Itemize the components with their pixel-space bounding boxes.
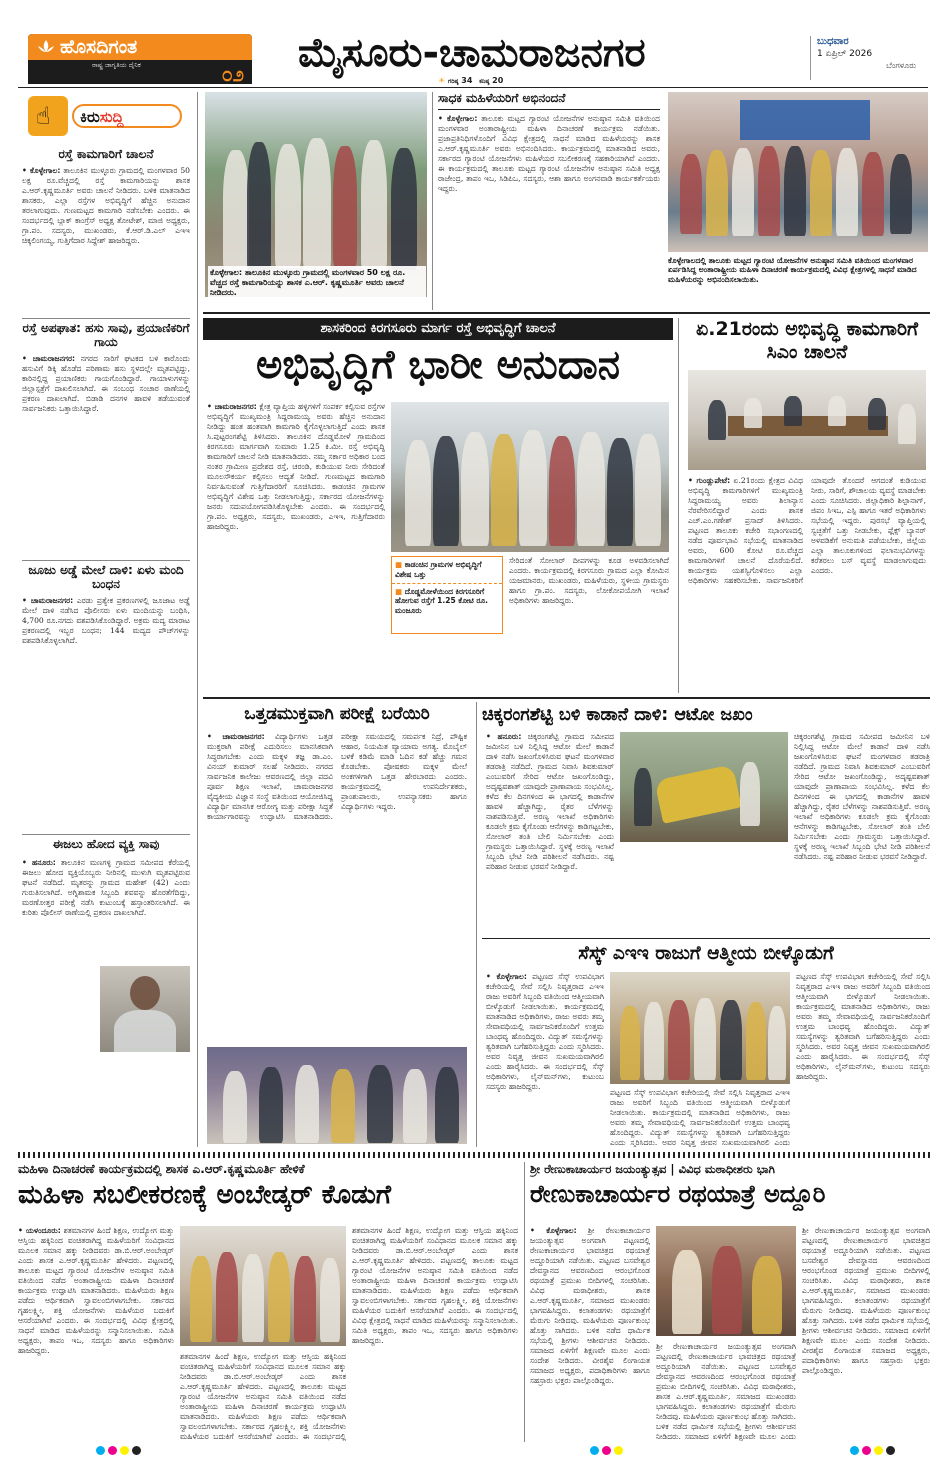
kicker: ಶ್ರೀ ರೇಣುಕಾಚಾರ್ಯರ ಜಯಂತ್ಯುತ್ಸವ | ವಿವಿಧ ಮಠಾಧೀಶರು ಭಾಗಿ (530, 1162, 775, 1176)
weekday: ಬುಧವಾರ (817, 36, 849, 47)
temp-min-label: ಕನಿಷ್ಠ (479, 78, 490, 85)
kiru-headline: ಜೂಜು ಅಡ್ಡೆ ಮೇಲೆ ದಾಳಿ: ಏಳು ಮಂದಿ ಬಂಧನ (28, 564, 184, 591)
kiru-item (22, 322, 190, 580)
kiragur-article (203, 318, 673, 693)
kiru-headline: ರಸ್ತೆ ಕಾಮಗಾರಿಗೆ ಚಾಲನೆ (58, 148, 154, 161)
mahila-headline: ಮಹಿಳಾ ಸಬಲೀಕರಣಕ್ಕೆ ಅಂಬೇಡ್ಕರ್ ಕೊಡುಗೆ (18, 1182, 392, 1210)
highlight-item: ■ ಕಾಡಂಚಿನ ಗ್ರಾಮಗಳ ಅಭಿವೃದ್ಧಿಗೆ ವಿಶೇಷ ಒತ್ತು (392, 557, 502, 584)
elephant-body: ಚಿಕ್ಕರಂಗಶೆಟ್ಟಿ ಗ್ರಾಮದ ಸಮೀಪದ ಜಮೀನಿನ ಬಳಿ ನಿಲ್ಲಿಸಿದ್ದ ಆಟೋ ಮೇಲೆ ಕಾಡಾನೆ ದಾಳಿ ನಡೆಸಿ ಜಖಂಗೊಳಿಸಿರುವ ಘಟನೆ ಮಂಗಳವಾರ ತಡರಾತ್ರಿ ನಡೆದಿದೆ. ಗ್ರಾಮದ ನಿವಾಸಿ ಶಿವಕುಮಾರ್ ಎಂಬುವರಿಗೆ ಸೇರಿದ ಆಟೋ ಜಖಂಗೊಂಡಿದ್ದು, ಅದೃಷ್ಟವಶಾತ್ ಯಾವುದೇ ಪ್ರಾಣಾಪಾಯ ಸಂಭವಿಸಿಲ್ಲ. ಕಳೆದ ಕೆಲ ದಿನಗಳಿಂದ ಈ ಭಾಗದಲ್ಲಿ ಕಾಡಾನೆಗಳ ಹಾವಳಿ ಹೆಚ್ಚಾಗಿದ್ದು, ರೈತರ ಬೆಳೆಗಳನ್ನು ನಾಶಪಡಿಸುತ್ತಿವೆ. ಅರಣ್ಯ ಇಲಾಖೆ ಅಧಿಕಾರಿಗಳು ಕೂಡಲೇ ಕ್ರಮ ಕೈಗೊಂಡು ಆನೆಗಳನ್ನು ಕಾಡಿಗಟ್ಟಬೇಕು, ಸೋಲಾರ್ ತಂತಿ ಬೇಲಿ ನಿರ್ಮಿಸಬೇಕು ಎಂದು ಗ್ರಾಮಸ್ಥರು ಒತ್ತಾಯಿಸಿದ್ದಾರೆ. ಸ್ಥಳಕ್ಕೆ ಅರಣ್ಯ ಇಲಾಖೆ ಸಿಬ್ಬಂದಿ ಭೇಟಿ ನೀಡಿ ಪರಿಶೀಲನೆ ನಡೆಸಿದರು. ನಷ್ಟ ಪರಿಹಾರ ನೀಡುವ ಭರವಸೆ ನೀಡಿದ್ದಾರೆ. (486, 732, 614, 872)
kiru-body: ತಾಲೂಕಿನ ಮಣಗಳ್ಳಿ ಗ್ರಾಮದ ಸಮೀಪದ ಕೆರೆಯಲ್ಲಿ ಈಜಲು ಹೋದ ವ್ಯಕ್ತಿಯೊಬ್ಬರು ನೀರಿನಲ್ಲಿ ಮುಳುಗಿ ಮೃತಪಟ್ಟಿರುವ ಘಟನೆ ನಡೆದಿದೆ. ಮೃತರನ್ನು ಗ್ರಾಮದ ಮಹೇಶ್ (42) ಎಂದು ಗುರುತಿಸಲಾಗಿದೆ. ಅಗ್ನಿಶಾಮಕ ಸಿಬ್ಬಂದಿ ಶವವನ್ನು ಹೊರತೆಗೆದಿದ್ದು, ಮರಣೋತ್ತರ ಪರೀಕ್ಷೆ ನಡೆಸಿ ಕುಟುಂಬಕ್ಕೆ ಹಸ್ತಾಂತರಿಸಲಾಗಿದೆ. ಈ ಕುರಿತು ಪೊಲೀಸ್ ಠಾಣೆಯಲ್ಲಿ ಪ್ರಕರಣ ದಾಖಲಾಗಿದೆ. (22, 858, 190, 918)
cesc-body: ಪಟ್ಟಣದ ಸೆಸ್ಕ್ ಉಪವಿಭಾಗ ಕಚೇರಿಯಲ್ಲಿ ಸೇವೆ ಸಲ್ಲಿಸಿ ನಿವೃತ್ತರಾದ ಎಇಇ ರಾಜು ಅವರಿಗೆ ಸಿಬ್ಬಂದಿ ವತಿಯಿಂದ ಆತ್ಮೀಯವಾಗಿ ಬೀಳ್ಕೊಡುಗೆ ನೀಡಲಾಯಿತು. ಕಾರ್ಯಕ್ರಮದಲ್ಲಿ ಮಾತನಾಡಿದ ಅಧಿಕಾರಿಗಳು, ರಾಜು ಅವರು ತಮ್ಮ ಸೇವಾವಧಿಯಲ್ಲಿ ಸಾರ್ವಜನಿಕರೊಂದಿಗೆ ಉತ್ತಮ ಬಾಂಧವ್ಯ ಹೊಂದಿದ್ದರು. ವಿದ್ಯುತ್ ಸಮಸ್ಯೆಗಳನ್ನು ತ್ವರಿತವಾಗಿ ಬಗೆಹರಿಸುತ್ತಿದ್ದರು ಎಂದು ಸ್ಮರಿಸಿದರು. ಅವರ ನಿವೃತ್ತ ಜೀವನ ಸುಖಮಯವಾಗಿರಲಿ ಎಂದು ಹಾರೈಸಿದರು. ಈ ಸಂದರ್ಭದಲ್ಲಿ ಸೆಸ್ಕ್ ಅಧಿಕಾರಿಗಳು, ಲೈನ್‌ಮನ್‌ಗಳು, ಕುಟುಂಬ ಸದಸ್ಯರು ಹಾಜರಿದ್ದರು. (486, 972, 604, 1092)
bullet-icon: ■ (395, 586, 403, 596)
kiru-headline: ರಸ್ತೆ ಅಪಘಾತ: ಹಸು ಸಾವು, ಪ್ರಯಾಣಿಕರಿಗೆ ಗಾಯ (22, 322, 190, 349)
cm-body: ಏ.21ರಂದು ಕ್ಷೇತ್ರದ ವಿವಿಧ ಅಭಿವೃದ್ಧಿ ಕಾಮಗಾರಿಗಳಿಗೆ ಮುಖ್ಯಮಂತ್ರಿ ಸಿದ್ದರಾಮಯ್ಯ ಅವರು ಶಿಲಾನ್ಯಾಸ ನೆರವೇರಿಸಲಿದ್ದಾರೆ ಎಂದು ಶಾಸಕ ಎಚ್.ಎಂ.ಗಣೇಶ್ ಪ್ರಸಾದ್ ತಿಳಿಸಿದರು. ಪಟ್ಟಣದ ತಾಲೂಕು ಕಚೇರಿ ಸಭಾಂಗಣದಲ್ಲಿ ನಡೆದ ಪೂರ್ವಭಾವಿ ಸಭೆಯಲ್ಲಿ ಮಾತನಾಡಿದ ಅವರು, 600 ಕೋಟಿ ರೂ.ವೆಚ್ಚದ ಕಾಮಗಾರಿಗಳಿಗೆ ಚಾಲನೆ ದೊರೆಯಲಿದೆ. ಕಾರ್ಯಕ್ರಮ ಯಶಸ್ವಿಗೊಳಿಸಲು ಎಲ್ಲಾ ಅಧಿಕಾರಿಗಳು ಸಹಕರಿಸಬೇಕು. ಸಾರ್ವಜನಿಕರಿಗೆ ಯಾವುದೇ ತೊಂದರೆ ಆಗದಂತೆ ಕುಡಿಯುವ ನೀರು, ಸಾರಿಗೆ, ಶೌಚಾಲಯ ವ್ಯವಸ್ಥೆ ಮಾಡಬೇಕು ಎಂದು ಸೂಚಿಸಿದರು. ಜಿಲ್ಲಾಧಿಕಾರಿ ಶಿಲ್ಪಾನಾಗ್, ಜಿಪಂ ಸಿಇಒ, ಎಸ್ಪಿ ಹಾಗೂ ಇತರೆ ಅಧಿಕಾರಿಗಳು ಸಭೆಯಲ್ಲಿ ಇದ್ದರು. ಪುರಸಭೆ ವ್ಯಾಪ್ತಿಯಲ್ಲಿ ಸ್ವಚ್ಛತೆಗೆ ಒತ್ತು ನೀಡಬೇಕು, ಫ್ಲೆಕ್ಸ್ ಬ್ಯಾನರ್ ಅಳವಡಿಕೆಗೆ ಅನುಮತಿ ಪಡೆಯಬೇಕು, ಜಿಲ್ಲೆಯ ಎಲ್ಲಾ ತಾಲೂಕುಗಳಿಂದ ಫಲಾನುಭವಿಗಳನ್ನು ಕರೆತರಲು ಬಸ್ ವ್ಯವಸ್ಥೆ ಮಾಡಲಾಗುವುದು ಎಂದರು. (688, 476, 926, 586)
dateline: • ಚಾಮರಾಜನಗರ: (207, 402, 257, 411)
dateline: • ಗುಂಡ್ಲುಪೇಟೆ: (688, 476, 731, 485)
kiru-item (22, 148, 190, 330)
masthead (0, 0, 945, 88)
kiragur-photo (391, 402, 669, 552)
temp-min: 20 (492, 76, 504, 85)
mahila-body: ಶತಮಾನಗಳ ಹಿಂದೆ ಶಿಕ್ಷಣ, ಉದ್ಯೋಗ ಮತ್ತು ಆಸ್ತಿಯ ಹಕ್ಕಿನಿಂದ ವಂಚಿತರಾಗಿದ್ದ ಮಹಿಳೆಯರಿಗೆ ಸಂವಿಧಾನದ ಮೂಲಕ ಸಮಾನ ಹಕ್ಕು ನೀಡಿದವರು ಡಾ.ಬಿ.ಆರ್.ಅಂಬೇಡ್ಕರ್ ಎಂದು ಶಾಸಕ ಎ.ಆರ್.ಕೃಷ್ಣಮೂರ್ತಿ ಹೇಳಿದರು. ಪಟ್ಟಣದಲ್ಲಿ ತಾಲೂಕು ಮಟ್ಟದ ಗ್ಯಾರಂಟಿ ಯೋಜನೆಗಳ ಅನುಷ್ಠಾನ ಸಮಿತಿ ವತಿಯಿಂದ ನಡೆದ ಅಂತಾರಾಷ್ಟ್ರೀಯ ಮಹಿಳಾ ದಿನಾಚರಣೆ ಕಾರ್ಯಕ್ರಮ ಉದ್ಘಾಟಿಸಿ ಮಾತನಾಡಿದರು. ಮಹಿಳೆಯರು ಶಿಕ್ಷಣ ಪಡೆದು ಆರ್ಥಿಕವಾಗಿ ಸ್ವಾವಲಂಬಿಗಳಾಗಬೇಕು. ಸರ್ಕಾರದ ಗೃಹಲಕ್ಷ್ಮೀ, ಶಕ್ತಿ ಯೋಜನೆಗಳು ಮಹಿಳೆಯರ ಬದುಕಿಗೆ ಆಸರೆಯಾಗಿವೆ ಎಂದರು. ಈ ಸಂದರ್ಭದಲ್ಲಿ ವಿವಿಧ ಕ್ಷೇತ್ರದಲ್ಲಿ ಸಾಧನೆ ಮಾಡಿದ ಮಹಿಳೆಯರನ್ನು ಸನ್ಮಾನಿಸಲಾಯಿತು. ಸಮಿತಿ ಅಧ್ಯಕ್ಷರು, ತಾಪಂ ಇಒ, ಸದಸ್ಯರು ಹಾಗೂ ಅಧಿಕಾರಿಗಳು ಹಾಜರಿದ್ದರು. (18, 1226, 174, 1356)
damaged-auto-photo (620, 732, 788, 842)
kiru-body: ತಾಲೂಕಿನ ಮುಳ್ಳೂರು ಗ್ರಾಮದಲ್ಲಿ ಮಂಗಳವಾರ 50 ಲಕ್ಷ ರೂ.ವೆಚ್ಚದಲ್ಲಿ ರಸ್ತೆ ಕಾಮಗಾರಿಯನ್ನು ಶಾಸಕ ಎ.ಆರ್.ಕೃಷ್ಣಮೂರ್ತಿ ಅವರು ಚಾಲನೆ ನೀಡಿದರು. ಬಳಿಕ ಮಾತನಾಡಿದ ಶಾಸಕರು, ಎಲ್ಲಾ ರಸ್ತೆಗಳ ಅಭಿವೃದ್ಧಿಗೆ ಹೆಚ್ಚಿನ ಅನುದಾನ ತರಲಾಗುವುದು. ಗುಣಮಟ್ಟದ ಕಾಮಗಾರಿ ನಡೆಸಬೇಕು ಎಂದರು. ಈ ಸಂದರ್ಭದಲ್ಲಿ ಬ್ಲಾಕ್ ಕಾಂಗ್ರೆಸ್ ಅಧ್ಯಕ್ಷ ತೋಟೇಶ್, ಮಾಜಿ ಅಧ್ಯಕ್ಷರು, ಗ್ರಾ.ಪಂ. ಸದಸ್ಯರು, ಮುಖಂಡರು, ಕೆ.ಆರ್.ಡಿ.ಎಲ್ ಎಇಇ ಚಿಕ್ಕಲಿಂಗಯ್ಯ, ಗುತ್ತಿಗೆದಾರ ಸಿದ್ದೇಶ್ ಹಾಜರಿದ್ದರು. (22, 165, 190, 245)
dateline: • ಚಾಮರಾಜನಗರ: (207, 732, 265, 741)
renuka-body-cont: ಶ್ರೀ ರೇಣುಕಾಚಾರ್ಯರ ಜಯಂತ್ಯುತ್ಸವ ಅಂಗವಾಗಿ ಪಟ್ಟಣದಲ್ಲಿ ರೇಣುಕಾಚಾರ್ಯರ ಭಾವಚಿತ್ರದ ರಥಯಾತ್ರೆ ಅದ್ದೂರಿಯಾಗಿ ನಡೆಯಿತು. ಪಟ್ಟಣದ ಬಸವೇಶ್ವರ ದೇವಸ್ಥಾನದ ಆವರಣದಿಂದ ಆರಂಭಗೊಂಡ ರಥಯಾತ್ರೆ ಪ್ರಮುಖ ಬೀದಿಗಳಲ್ಲಿ ಸಂಚರಿಸಿತು. ವಿವಿಧ ಮಠಾಧೀಶರು, ಶಾಸಕ ಎ.ಆರ್.ಕೃಷ್ಣಮೂರ್ತಿ, ಸಮಾಜದ ಮುಖಂಡರು ಭಾಗವಹಿಸಿದ್ದರು. ಕಲಾತಂಡಗಳು ರಥಯಾತ್ರೆಗೆ ಮೆರುಗು ನೀಡಿದವು. ಮಹಿಳೆಯರು ಪೂರ್ಣಕುಂಭ ಹೊತ್ತು ಸಾಗಿದರು. ಬಳಿಕ ನಡೆದ ಧಾರ್ಮಿಕ ಸಭೆಯಲ್ಲಿ ಶ್ರೀಗಳು ಆಶೀರ್ವಚನ ನೀಡಿದರು. ಸಮಾಜದ ಏಳಿಗೆಗೆ ಶಿಕ್ಷಣವೇ ಮೂಲ ಎಂದು (656, 1342, 796, 1442)
date: 1 ಏಪ್ರಿಲ್ 2026 (817, 49, 873, 59)
elephant-headline: ಚಿಕ್ಕರಂಗಶೆಟ್ಟಿ ಬಳಿ ಕಾಡಾನೆ ದಾಳಿ: ಆಟೋ ಜಖಂ (482, 705, 753, 725)
kiru-body: ನಗರದ ಸಾರಿಗೆ ಘಟಕದ ಬಳಿ ಕಾರೊಂದು ಹಸುವಿಗೆ ಡಿಕ್ಕಿ ಹೊಡೆದ ಪರಿಣಾಮ ಹಸು ಸ್ಥಳದಲ್ಲೇ ಮೃತಪಟ್ಟಿದ್ದು, ಕಾರಿನಲ್ಲಿದ್ದ ಪ್ರಯಾಣಿಕರು ಗಾಯಗೊಂಡಿದ್ದಾರೆ. ಗಾಯಾಳುಗಳನ್ನು ಜಿಲ್ಲಾಸ್ಪತ್ರೆಗೆ ದಾಖಲಿಸಲಾಗಿದೆ. ಈ ಸಂಬಂಧ ಸಂಚಾರ ಠಾಣೆಯಲ್ಲಿ ಪ್ರಕರಣ ದಾಖಲಾಗಿದೆ. ಬಿಡಾಡಿ ದನಗಳ ಹಾವಳಿ ತಡೆಯುವಂತೆ ಸಾರ್ವಜನಿಕರು ಒತ್ತಾಯಿಸಿದ್ದಾರೆ. (22, 353, 190, 413)
exam-article (203, 702, 471, 1147)
exam-headline: ಒತ್ತಡಮುಕ್ತವಾಗಿ ಪರೀಕ್ಷೆ ಬರೆಯಿರಿ (244, 704, 430, 724)
exam-body: ವಿದ್ಯಾರ್ಥಿಗಳು ಒತ್ತಡ ಮುಕ್ತರಾಗಿ ಪರೀಕ್ಷೆ ಎದುರಿಸಲು ಮಾನಸಿಕವಾಗಿ ಸಿದ್ಧರಾಗಬೇಕು ಎಂದು ಮಕ್ಕಳ ತಜ್ಞ ಡಾ.ಎಂ. ವಿನಯ್ ಕುಮಾರ್ ಸಲಹೆ ನೀಡಿದರು. ನಗರದ ಸಾರ್ವಜನಿಕ ಕಾಲೇಜು ಆವರಣದಲ್ಲಿ ಜಿಲ್ಲಾ ಪದವಿ ಪೂರ್ವ ಶಿಕ್ಷಣ ಇಲಾಖೆ, ಚಾಮರಾಜನಗರ ವೈದ್ಯಕೀಯ ವಿಜ್ಞಾನ ಸಂಸ್ಥೆ ವತಿಯಿಂದ ಆಯೋಜಿಸಿದ್ದ ವಿದ್ಯಾರ್ಥಿ ಮಾನಸಿಕ ಆರೋಗ್ಯ ಮತ್ತು ಪರೀಕ್ಷಾ ಸಿದ್ಧತೆ ಕಾರ್ಯಾಗಾರವನ್ನು ಉದ್ಘಾಟಿಸಿ ಮಾತನಾಡಿದರು. ಪರೀಕ್ಷಾ ಸಮಯದಲ್ಲಿ ಸಮರ್ಪಕ ನಿದ್ರೆ, ಪೌಷ್ಟಿಕ ಆಹಾರ, ನಿಯಮಿತ ವ್ಯಾಯಾಮ ಅಗತ್ಯ. ಮೊಬೈಲ್ ಬಳಕೆ ಕಡಿಮೆ ಮಾಡಿ ಓದಿನ ಕಡೆ ಹೆಚ್ಚು ಗಮನ ಕೊಡಬೇಕು. ಪೋಷಕರು ಮಕ್ಕಳ ಮೇಲೆ ಅಂಕಗಳಿಗಾಗಿ ಒತ್ತಡ ಹೇರಬಾರದು ಎಂದರು. ಕಾರ್ಯಕ್ರಮದಲ್ಲಿ ಉಪನಿರ್ದೇಶಕರು, ಪ್ರಾಂಶುಪಾಲರು, ಉಪನ್ಯಾಸಕರು ಹಾಗೂ ವಿದ್ಯಾರ್ಥಿಗಳು ಇದ್ದರು. (207, 732, 467, 822)
dateline: • ಕೊಳ್ಳೇಗಾಲ: (530, 1226, 577, 1235)
kiru-body: ಎರಡು ಪ್ರತ್ಯೇಕ ಪ್ರಕರಣಗಳಲ್ಲಿ ಜೂಜಾಟ ಅಡ್ಡೆ ಮೇಲೆ ದಾಳಿ ನಡೆಸಿದ ಪೊಲೀಸರು ಏಳು ಮಂದಿಯನ್ನು ಬಂಧಿಸಿ, 4,700 ರೂ.ನಗದು ವಶಪಡಿಸಿಕೊಂಡಿದ್ದಾರೆ. ಅಕ್ರಮ ಮದ್ಯ ಮಾರಾಟ ಪ್ರಕರಣದಲ್ಲಿ ಇಬ್ಬರ ಬಂಧನ; 144 ಮದ್ಯದ ಪೌಚ್‌ಗಳನ್ನು ವಶಪಡಿಸಿಕೊಳ್ಳಲಾಗಿದೆ. (22, 595, 190, 645)
dateline: • ಚಾಮರಾಜನಗರ: (22, 353, 76, 363)
sadhaka-body: ತಾಲೂಕು ಮಟ್ಟದ ಗ್ಯಾರಂಟಿ ಯೋಜನೆಗಳ ಅನುಷ್ಠಾನ ಸಮಿತಿ ವತಿಯಿಂದ ಮಂಗಳವಾರ ಅಂತಾರಾಷ್ಟ್ರೀಯ ಮಹಿಳಾ ದಿನಾಚರಣೆ ಕಾರ್ಯಕ್ರಮ ನಡೆಯಿತು. ಪ್ರಜಾಪ್ರತಿನಿಧಿಗಳೊಂದಿಗೆ ವಿವಿಧ ಕ್ಷೇತ್ರದಲ್ಲಿ ಸಾಧನೆ ಮಾಡಿದ ಮಹಿಳೆಯರನ್ನು ಶಾಸಕ ಎ.ಆರ್.ಕೃಷ್ಣಮೂರ್ತಿ ಅವರು ಅಭಿನಂದಿಸಿದರು. ಕಾರ್ಯಕ್ರಮದಲ್ಲಿ ಮಾತನಾಡಿದ ಅವರು, ಸರ್ಕಾರದ ಗ್ಯಾರಂಟಿ ಯೋಜನೆಗಳು ಮಹಿಳೆಯರ ಸಬಲೀಕರಣಕ್ಕೆ ಸಹಕಾರಿಯಾಗಿವೆ ಎಂದರು. ಈ ಕಾರ್ಯಕ್ರಮದಲ್ಲಿ ತಾಲೂಕು ಮಟ್ಟದ ಗ್ಯಾರಂಟಿ ಯೋಜನೆಗಳ ಅನುಷ್ಠಾನ ಸಮಿತಿ ಅಧ್ಯಕ್ಷ ರಾಜೇಂದ್ರ, ತಾಪಂ ಇಒ, ಸಿಡಿಪಿಒ, ಸದಸ್ಯರು, ಆಶಾ ಹಾಗೂ ಅಂಗನವಾಡಿ ಕಾರ್ಯಕರ್ತೆಯರು ಇದ್ದರು. (438, 114, 660, 194)
mahila-body-cont2: ಶತಮಾನಗಳ ಹಿಂದೆ ಶಿಕ್ಷಣ, ಉದ್ಯೋಗ ಮತ್ತು ಆಸ್ತಿಯ ಹಕ್ಕಿನಿಂದ ವಂಚಿತರಾಗಿದ್ದ ಮಹಿಳೆಯರಿಗೆ ಸಂವಿಧಾನದ ಮೂಲಕ ಸಮಾನ ಹಕ್ಕು ನೀಡಿದವರು ಡಾ.ಬಿ.ಆರ್.ಅಂಬೇಡ್ಕರ್ ಎಂದು ಶಾಸಕ ಎ.ಆರ್.ಕೃಷ್ಣಮೂರ್ತಿ ಹೇಳಿದರು. ಪಟ್ಟಣದಲ್ಲಿ ತಾಲೂಕು ಮಟ್ಟದ ಗ್ಯಾರಂಟಿ ಯೋಜನೆಗಳ ಅನುಷ್ಠಾನ ಸಮಿತಿ ವತಿಯಿಂದ ನಡೆದ ಅಂತಾರಾಷ್ಟ್ರೀಯ ಮಹಿಳಾ ದಿನಾಚರಣೆ ಕಾರ್ಯಕ್ರಮ ಉದ್ಘಾಟಿಸಿ ಮಾತನಾಡಿದರು. ಮಹಿಳೆಯರು ಶಿಕ್ಷಣ ಪಡೆದು ಆರ್ಥಿಕವಾಗಿ ಸ್ವಾವಲಂಬಿಗಳಾಗಬೇಕು. ಸರ್ಕಾರದ ಗೃಹಲಕ್ಷ್ಮೀ, ಶಕ್ತಿ ಯೋಜನೆಗಳು ಮಹಿಳೆಯರ ಬದುಕಿಗೆ ಆಸರೆಯಾಗಿವೆ ಎಂದರು. ಈ ಸಂದರ್ಭದಲ್ಲಿ ವಿವಿಧ ಕ್ಷೇತ್ರದಲ್ಲಿ ಸಾಧನೆ ಮಾಡಿದ ಮಹಿಳೆಯರನ್ನು ಸನ್ಮಾನಿಸಲಾಯಿತು. ಸಮಿತಿ ಅಧ್ಯಕ್ಷರು, ತಾಪಂ ಇಒ, ಸದಸ್ಯರು ಹಾಗೂ ಅಧಿಕಾರಿಗಳು ಹಾಜರಿದ್ದರು. (352, 1226, 518, 1346)
cesc-headline: ಸೆಸ್ಕ್ ಎಇಇ ರಾಜುಗೆ ಆತ್ಮೀಯ ಬೀಳ್ಕೊಡುಗೆ (578, 943, 834, 964)
dateline: • ಹನೂರು: (486, 732, 522, 741)
date-block (810, 36, 922, 80)
dateline: • ಕೊಳ್ಳೇಗಾಲ: (22, 165, 61, 175)
logo-block (28, 34, 252, 84)
cesc-article (482, 942, 930, 1147)
kiru-headline: ಈಜಲು ಹೋದ ವ್ಯಕ್ತಿ ಸಾವು (52, 838, 160, 851)
elephant-article (482, 702, 930, 934)
procession-photo (656, 1226, 796, 1336)
workshop-photo (207, 1047, 467, 1144)
page-number: ೦೨ (221, 62, 244, 84)
dateline: • ಕೊಳ್ಳೇಗಾಲ: (486, 972, 527, 981)
kiragur-body-cont: ಸೇರಿದಂತೆ ಸೋಲಾರ್ ದೀಪಗಳನ್ನು ಕೂಡ ಅಳವಡಿಸಲಾಗಿದೆ ಎಂದರು. ಕಾರ್ಯಕ್ರಮದಲ್ಲಿ ಕಿರಗಸೂರು ಗ್ರಾಮದ ಎಲ್ಲಾ ಕೋಮಿನ ಯಜಮಾನರು, ಮುಖಂಡರು, ಮಹಿಳೆಯರು, ಸ್ಥಳೀಯ ಗ್ರಾಮಸ್ಥರು ಹಾಗೂ ಗ್ರಾ.ಪಂ. ಸದಸ್ಯರು, ಲೋಕೋಪಯೋಗಿ ಇಲಾಖೆ ಅಧಿಕಾರಿಗಳು ಹಾಜರಿದ್ದರು. (509, 556, 669, 606)
logo-name[interactable]: ಹೊಸದಿಗಂತ (60, 36, 138, 58)
kiru-label: ಕಿರು (80, 108, 100, 126)
renuka-article (530, 1162, 930, 1442)
felicitation-photo (180, 1226, 346, 1346)
elephant-body-cont: ಚಿಕ್ಕರಂಗಶೆಟ್ಟಿ ಗ್ರಾಮದ ಸಮೀಪದ ಜಮೀನಿನ ಬಳಿ ನಿಲ್ಲಿಸಿದ್ದ ಆಟೋ ಮೇಲೆ ಕಾಡಾನೆ ದಾಳಿ ನಡೆಸಿ ಜಖಂಗೊಳಿಸಿರುವ ಘಟನೆ ಮಂಗಳವಾರ ತಡರಾತ್ರಿ ನಡೆದಿದೆ. ಗ್ರಾಮದ ನಿವಾಸಿ ಶಿವಕುಮಾರ್ ಎಂಬುವರಿಗೆ ಸೇರಿದ ಆಟೋ ಜಖಂಗೊಂಡಿದ್ದು, ಅದೃಷ್ಟವಶಾತ್ ಯಾವುದೇ ಪ್ರಾಣಾಪಾಯ ಸಂಭವಿಸಿಲ್ಲ. ಕಳೆದ ಕೆಲ ದಿನಗಳಿಂದ ಈ ಭಾಗದಲ್ಲಿ ಕಾಡಾನೆಗಳ ಹಾವಳಿ ಹೆಚ್ಚಾಗಿದ್ದು, ರೈತರ ಬೆಳೆಗಳನ್ನು ನಾಶಪಡಿಸುತ್ತಿವೆ. ಅರಣ್ಯ ಇಲಾಖೆ ಅಧಿಕಾರಿಗಳು ಕೂಡಲೇ ಕ್ರಮ ಕೈಗೊಂಡು ಆನೆಗಳನ್ನು ಕಾಡಿಗಟ್ಟಬೇಕು, ಸೋಲಾರ್ ತಂತಿ ಬೇಲಿ ನಿರ್ಮಿಸಬೇಕು ಎಂದು ಗ್ರಾಮಸ್ಥರು ಒತ್ತಾಯಿಸಿದ್ದಾರೆ. ಸ್ಥಳಕ್ಕೆ ಅರಣ್ಯ ಇಲಾಖೆ ಸಿಬ್ಬಂದಿ ಭೇಟಿ ನೀಡಿ ಪರಿಶೀಲನೆ ನಡೆಸಿದರು. ನಷ್ಟ ಪರಿಹಾರ ನೀಡುವ ಭರವಸೆ ನೀಡಿದ್ದಾರೆ. (794, 732, 930, 862)
logo-tagline: ರಾಷ್ಟ್ರ ಜಾಗೃತಿಯ ದೈನಿಕ (92, 61, 141, 69)
temp-max-label: ಗರಿಷ್ಠ (447, 78, 459, 85)
dateline: • ಹನೂರು: (22, 858, 56, 867)
photo-caption: ಕೊಳ್ಳೇಗಾಲದಲ್ಲಿ ತಾಲೂಕು ಮಟ್ಟದ ಗ್ಯಾರಂಟಿ ಯೋಜನೆಗಳ ಅನುಷ್ಠಾನ ಸಮಿತಿ ವತಿಯಿಂದ ಮಂಗಳವಾರ ಏರ್ಪಡಿಸಿದ್ದ ಅಂತಾರಾಷ್ಟ್ರೀಯ ಮಹಿಳಾ ದಿನಾಚರಣೆ ಕಾರ್ಯಕ್ರಮದಲ್ಲಿ ವಿವಿಧ ಕ್ಷೇತ್ರಗಳಲ್ಲಿ ಸಾಧನೆ ಮಾಡಿದ ಮಹಿಳೆಯರನ್ನು ಅಭಿನಂದಿಸಲಾಯಿತು. (668, 254, 928, 310)
cm-headline: ಏ.21ರಂದು ಅಭಿವೃದ್ಧಿ ಕಾಮಗಾರಿಗೆ ಸಿಎಂ ಚಾಲನೆ (695, 318, 919, 363)
dateline: • ಕೊಳ್ಳೇಗಾಲ: (438, 114, 478, 123)
women-day-photo (668, 92, 928, 252)
renuka-body-cont2: ಶ್ರೀ ರೇಣುಕಾಚಾರ್ಯರ ಜಯಂತ್ಯುತ್ಸವ ಅಂಗವಾಗಿ ಪಟ್ಟಣದಲ್ಲಿ ರೇಣುಕಾಚಾರ್ಯರ ಭಾವಚಿತ್ರದ ರಥಯಾತ್ರೆ ಅದ್ದೂರಿಯಾಗಿ ನಡೆಯಿತು. ಪಟ್ಟಣದ ಬಸವೇಶ್ವರ ದೇವಸ್ಥಾನದ ಆವರಣದಿಂದ ಆರಂಭಗೊಂಡ ರಥಯಾತ್ರೆ ಪ್ರಮುಖ ಬೀದಿಗಳಲ್ಲಿ ಸಂಚರಿಸಿತು. ವಿವಿಧ ಮಠಾಧೀಶರು, ಶಾಸಕ ಎ.ಆರ್.ಕೃಷ್ಣಮೂರ್ತಿ, ಸಮಾಜದ ಮುಖಂಡರು ಭಾಗವಹಿಸಿದ್ದರು. ಕಲಾತಂಡಗಳು ರಥಯಾತ್ರೆಗೆ ಮೆರುಗು ನೀಡಿದವು. ಮಹಿಳೆಯರು ಪೂರ್ಣಕುಂಭ ಹೊತ್ತು ಸಾಗಿದರು. ಬಳಿಕ ನಡೆದ ಧಾರ್ಮಿಕ ಸಭೆಯಲ್ಲಿ ಶ್ರೀಗಳು ಆಶೀರ್ವಚನ ನೀಡಿದರು. ಸಮಾಜದ ಏಳಿಗೆಗೆ ಶಿಕ್ಷಣವೇ ಮೂಲ ಎಂದು ಸಂದೇಶ ನೀಡಿದರು. ವೀರಶೈವ ಲಿಂಗಾಯತ ಸಮಾಜದ ಅಧ್ಯಕ್ಷರು, ಪದಾಧಿಕಾರಿಗಳು ಹಾಗೂ ಸಹಸ್ರಾರು ಭಕ್ತರು ಪಾಲ್ಗೊಂಡಿದ್ದರು. (802, 1226, 930, 1376)
mahila-article (18, 1162, 518, 1442)
kiru-suddi-banner (28, 96, 188, 136)
sun-icon: ☀ (438, 76, 446, 85)
kicker: ಶಾಸಕರಿಂದ ಕಿರಗಸೂರು ಮಾರ್ಗ ರಸ್ತೆ ಅಭಿವೃದ್ಧಿಗೆ ಚಾಲನೆ (203, 318, 673, 340)
section-title: ಮೈಸೂರು-ಚಾಮರಾಜನಗರ (298, 30, 646, 76)
lotus-icon (36, 38, 56, 56)
dateline: • ಚಾಮರಾಜನಗರ: (22, 595, 74, 605)
separator-stripe (18, 1152, 930, 1158)
cesc-body-cont2: ಪಟ್ಟಣದ ಸೆಸ್ಕ್ ಉಪವಿಭಾಗ ಕಚೇರಿಯಲ್ಲಿ ಸೇವೆ ಸಲ್ಲಿಸಿ ನಿವೃತ್ತರಾದ ಎಇಇ ರಾಜು ಅವರಿಗೆ ಸಿಬ್ಬಂದಿ ವತಿಯಿಂದ ಆತ್ಮೀಯವಾಗಿ ಬೀಳ್ಕೊಡುಗೆ ನೀಡಲಾಯಿತು. ಕಾರ್ಯಕ್ರಮದಲ್ಲಿ ಮಾತನಾಡಿದ ಅಧಿಕಾರಿಗಳು, ರಾಜು ಅವರು ತಮ್ಮ ಸೇವಾವಧಿಯಲ್ಲಿ ಸಾರ್ವಜನಿಕರೊಂದಿಗೆ ಉತ್ತಮ ಬಾಂಧವ್ಯ ಹೊಂದಿದ್ದರು. ವಿದ್ಯುತ್ ಸಮಸ್ಯೆಗಳನ್ನು ತ್ವರಿತವಾಗಿ ಬಗೆಹರಿಸುತ್ತಿದ್ದರು ಎಂದು ಸ್ಮರಿಸಿದರು. ಅವರ ನಿವೃತ್ತ ಜೀವನ ಸುಖಮಯವಾಗಿರಲಿ ಎಂದು ಹಾರೈಸಿದರು. ಈ ಸಂದರ್ಭದಲ್ಲಿ ಸೆಸ್ಕ್ ಅಧಿಕಾರಿಗಳು, ಲೈನ್‌ಮನ್‌ಗಳು, ಕುಟುಂಬ ಸದಸ್ಯರು ಹಾಜರಿದ್ದರು. (796, 972, 930, 1082)
kiragur-headline: ಅಭಿವೃದ್ಧಿಗೆ ಭಾರೀ ಅನುದಾನ (256, 344, 620, 388)
bullet-icon: ■ (395, 560, 403, 569)
photo-caption: ಕೊಳ್ಳೇಗಾಲ: ತಾಲೂಕಿನ ಮುಳ್ಳೂರು ಗ್ರಾಮದಲ್ಲಿ ಮಂಗಳವಾರ 50 ಲಕ್ಷ ರೂ. ವೆಚ್ಚದ ರಸ್ತೆ ಕಾಮಗಾರಿಯನ್ನು ಶಾಸಕ ಎ.ಆರ್. ಕೃಷ್ಣಮೂರ್ತಿ ಅವರು ಚಾಲನೆ ನೀಡಿದರು. (208, 266, 426, 310)
sadhaka-article (438, 92, 660, 310)
dateline: • ಯಳಂದೂರು: (18, 1226, 61, 1235)
suddi-label: ಸುದ್ದಿ (99, 108, 124, 126)
farewell-photo (610, 972, 790, 1084)
mahila-body-cont: ಶತಮಾನಗಳ ಹಿಂದೆ ಶಿಕ್ಷಣ, ಉದ್ಯೋಗ ಮತ್ತು ಆಸ್ತಿಯ ಹಕ್ಕಿನಿಂದ ವಂಚಿತರಾಗಿದ್ದ ಮಹಿಳೆಯರಿಗೆ ಸಂವಿಧಾನದ ಮೂಲಕ ಸಮಾನ ಹಕ್ಕು ನೀಡಿದವರು ಡಾ.ಬಿ.ಆರ್.ಅಂಬೇಡ್ಕರ್ ಎಂದು ಶಾಸಕ ಎ.ಆರ್.ಕೃಷ್ಣಮೂರ್ತಿ ಹೇಳಿದರು. ಪಟ್ಟಣದಲ್ಲಿ ತಾಲೂಕು ಮಟ್ಟದ ಗ್ಯಾರಂಟಿ ಯೋಜನೆಗಳ ಅನುಷ್ಠಾನ ಸಮಿತಿ ವತಿಯಿಂದ ನಡೆದ ಅಂತಾರಾಷ್ಟ್ರೀಯ ಮಹಿಳಾ ದಿನಾಚರಣೆ ಕಾರ್ಯಕ್ರಮ ಉದ್ಘಾಟಿಸಿ ಮಾತನಾಡಿದರು. ಮಹಿಳೆಯರು ಶಿಕ್ಷಣ ಪಡೆದು ಆರ್ಥಿಕವಾಗಿ ಸ್ವಾವಲಂಬಿಗಳಾಗಬೇಕು. ಸರ್ಕಾರದ ಗೃಹಲಕ್ಷ್ಮೀ, ಶಕ್ತಿ ಯೋಜನೆಗಳು ಮಹಿಳೆಯರ ಬದುಕಿಗೆ ಆಸರೆಯಾಗಿವೆ ಎಂದರು. ಈ ಸಂದರ್ಭದಲ್ಲಿ (180, 1352, 346, 1442)
sadhaka-headline: ಸಾಧಕ ಮಹಿಳೆಯರಿಗೆ ಅಭಿನಂದನೆ (438, 92, 566, 105)
city: ಬೆಂಗಳೂರು (886, 61, 916, 70)
cm-article (684, 318, 930, 693)
cesc-body-cont: ಪಟ್ಟಣದ ಸೆಸ್ಕ್ ಉಪವಿಭಾಗ ಕಚೇರಿಯಲ್ಲಿ ಸೇವೆ ಸಲ್ಲಿಸಿ ನಿವೃತ್ತರಾದ ಎಇಇ ರಾಜು ಅವರಿಗೆ ಸಿಬ್ಬಂದಿ ವತಿಯಿಂದ ಆತ್ಮೀಯವಾಗಿ ಬೀಳ್ಕೊಡುಗೆ ನೀಡಲಾಯಿತು. ಕಾರ್ಯಕ್ರಮದಲ್ಲಿ ಮಾತನಾಡಿದ ಅಧಿಕಾರಿಗಳು, ರಾಜು ಅವರು ತಮ್ಮ ಸೇವಾವಧಿಯಲ್ಲಿ ಸಾರ್ವಜನಿಕರೊಂದಿಗೆ ಉತ್ತಮ ಬಾಂಧವ್ಯ ಹೊಂದಿದ್ದರು. ವಿದ್ಯುತ್ ಸಮಸ್ಯೆಗಳನ್ನು ತ್ವರಿತವಾಗಿ ಬಗೆಹರಿಸುತ್ತಿದ್ದರು ಎಂದು ಸ್ಮರಿಸಿದರು. ಅವರ ನಿವೃತ್ತ ಜೀವನ ಸುಖಮಯವಾಗಿರಲಿ ಎಂದು (610, 1088, 790, 1147)
highlight-item: ■ ದೊಡ್ಡಮೋಳೆಯಿಂದ ಕಿರಗಸೂರಿಗೆ ಹೋಗುವ ರಸ್ತೆಗೆ 1.25 ಕೋಟಿ ರೂ. ಮಂಜೂರು (395, 586, 489, 615)
meeting-photo (688, 370, 926, 470)
highlight-box (391, 556, 503, 634)
renuka-headline: ರೇಣುಕಾಚಾರ್ಯರ ರಥಯಾತ್ರೆ ಅದ್ದೂರಿ (530, 1182, 826, 1208)
hand-pointer-icon: ☝ (36, 102, 51, 130)
temp-max: 34 (461, 76, 473, 85)
kiragur-body: ಕ್ಷೇತ್ರ ವ್ಯಾಪ್ತಿಯ ಹಳ್ಳಿಗಳಿಗೆ ಸಂಪರ್ಕ ಕಲ್ಪಿಸುವ ರಸ್ತೆಗಳ ಅಭಿವೃದ್ಧಿಗೆ ಮುಖ್ಯಮಂತ್ರಿ ಸಿದ್ದರಾಮಯ್ಯ ಅವರು ಹೆಚ್ಚಿನ ಅನುದಾನ ನೀಡಿದ್ದು ಹಂತ ಹಂತವಾಗಿ ಕಾಮಗಾರಿ ಕೈಗೊಳ್ಳಲಾಗುತ್ತಿದೆ ಎಂದು ಶಾಸಕ ಸಿ.ಪುಟ್ಟರಂಗಶೆಟ್ಟಿ ತಿಳಿಸಿದರು. ತಾಲೂಕಿನ ದೊಡ್ಡಮೋಳೆ ಗ್ರಾಮದಿಂದ ಕಿರಗಸೂರು ಮಾರ್ಗವಾಗಿ ಸುಮಾರು 1.25 ಕಿ.ಮೀ. ರಸ್ತೆ ಅಭಿವೃದ್ಧಿ ಕಾಮಗಾರಿಗೆ ಚಾಲನೆ ನೀಡಿ ಮಾತನಾಡಿದರು. ನಮ್ಮ ಸರ್ಕಾರ ಅಧಿಕಾರ ಬಂದ ನಂತರ ಗ್ರಾಮೀಣ ಪ್ರದೇಶದ ರಸ್ತೆ, ಚರಂಡಿ, ಕುಡಿಯುವ ನೀರು ಸೇರಿದಂತೆ ಮೂಲಸೌಕರ್ಯ ಕಲ್ಪಿಸಲು ಆದ್ಯತೆ ನೀಡಿದೆ. ಗುಣಮಟ್ಟದ ಕಾಮಗಾರಿ ನಿರ್ವಹಿಸುವಂತೆ ಗುತ್ತಿಗೆದಾರರಿಗೆ ಸೂಚಿಸಿದರು. ಕಾಡಂಚಿನ ಗ್ರಾಮಗಳ ಅಭಿವೃದ್ಧಿಗೆ ವಿಶೇಷ ಒತ್ತು ನೀಡಲಾಗುತ್ತಿದ್ದು, ಸರ್ಕಾರದ ಯೋಜನೆಗಳನ್ನು ಜನರು ಸದುಪಯೋಗಪಡಿಸಿಕೊಳ್ಳಬೇಕು ಎಂದರು. ಈ ಸಂದರ್ಭದಲ್ಲಿ ಗ್ರಾ.ಪಂ. ಅಧ್ಯಕ್ಷರು, ಸದಸ್ಯರು, ಮುಖಂಡರು, ಎಇಇ, ಗುತ್ತಿಗೆದಾರರು ಹಾಜರಿದ್ದರು. (207, 402, 385, 532)
renuka-body: ಶ್ರೀ ರೇಣುಕಾಚಾರ್ಯರ ಜಯಂತ್ಯುತ್ಸವ ಅಂಗವಾಗಿ ಪಟ್ಟಣದಲ್ಲಿ ರೇಣುಕಾಚಾರ್ಯರ ಭಾವಚಿತ್ರದ ರಥಯಾತ್ರೆ ಅದ್ದೂರಿಯಾಗಿ ನಡೆಯಿತು. ಪಟ್ಟಣದ ಬಸವೇಶ್ವರ ದೇವಸ್ಥಾನದ ಆವರಣದಿಂದ ಆರಂಭಗೊಂಡ ರಥಯಾತ್ರೆ ಪ್ರಮುಖ ಬೀದಿಗಳಲ್ಲಿ ಸಂಚರಿಸಿತು. ವಿವಿಧ ಮಠಾಧೀಶರು, ಶಾಸಕ ಎ.ಆರ್.ಕೃಷ್ಣಮೂರ್ತಿ, ಸಮಾಜದ ಮುಖಂಡರು ಭಾಗವಹಿಸಿದ್ದರು. ಕಲಾತಂಡಗಳು ರಥಯಾತ್ರೆಗೆ ಮೆರುಗು ನೀಡಿದವು. ಮಹಿಳೆಯರು ಪೂರ್ಣಕುಂಭ ಹೊತ್ತು ಸಾಗಿದರು. ಬಳಿಕ ನಡೆದ ಧಾರ್ಮಿಕ ಸಭೆಯಲ್ಲಿ ಶ್ರೀಗಳು ಆಶೀರ್ವಚನ ನೀಡಿದರು. ಸಮಾಜದ ಏಳಿಗೆಗೆ ಶಿಕ್ಷಣವೇ ಮೂಲ ಎಂದು ಸಂದೇಶ ನೀಡಿದರು. ವೀರಶೈವ ಲಿಂಗಾಯತ ಸಮಾಜದ ಅಧ್ಯಕ್ಷರು, ಪದಾಧಿಕಾರಿಗಳು ಹಾಗೂ ಸಹಸ್ರಾರು ಭಕ್ತರು ಪಾಲ್ಗೊಂಡಿದ್ದರು. (530, 1226, 650, 1386)
portrait-photo (100, 966, 190, 1052)
kiru-item (22, 564, 190, 824)
kicker: ಮಹಿಳಾ ದಿನಾಚರಣೆ ಕಾರ್ಯಕ್ರಮದಲ್ಲಿ ಶಾಸಕ ಎ.ಆರ್.ಕೃಷ್ಣಮೂರ್ತಿ ಹೇಳಿಕೆ (18, 1162, 305, 1176)
